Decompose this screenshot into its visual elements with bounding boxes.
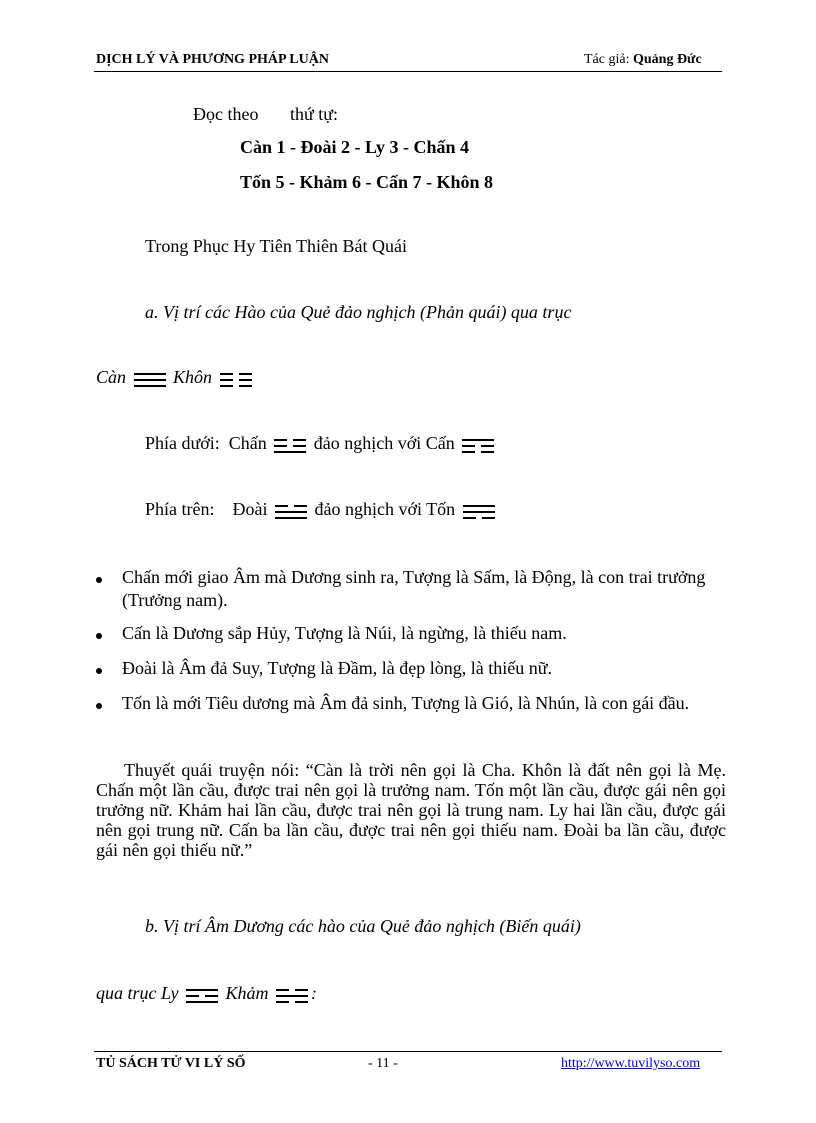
yin-line <box>220 385 233 387</box>
row-phia-duoi <box>145 433 497 454</box>
row2-label: Phía trên: <box>145 499 215 519</box>
yin-line <box>274 445 287 447</box>
yang-line <box>463 511 495 513</box>
section-a-heading: a. Vị trí các Hào của Quẻ đảo nghịch (Phản quái) qua trục <box>145 302 572 322</box>
yang-line <box>134 385 166 387</box>
yin-line <box>274 439 287 441</box>
running-header-title: DỊCH LÝ VÀ PHƯƠNG PHÁP LUẬN <box>96 52 329 67</box>
bullet-dot <box>96 577 102 583</box>
yang-line <box>275 511 307 513</box>
yang-line <box>186 989 218 991</box>
trigram-ly-icon <box>186 986 218 1004</box>
yin-line <box>276 1001 289 1003</box>
row1-chan: Chấn <box>228 433 267 453</box>
order-intro-a: Đọc theo <box>193 104 259 124</box>
trigram-ton-icon <box>463 502 495 520</box>
axis-can-label: Càn <box>96 367 127 387</box>
trigram-can-icon <box>134 370 166 388</box>
axis-ly-label: qua trục Ly <box>96 983 179 1003</box>
section-intro: Trong Phục Hy Tiên Thiên Bát Quái <box>145 236 408 256</box>
axis-line-a <box>96 367 255 388</box>
yin-line <box>482 517 495 519</box>
section-b-heading: b. Vị trí Âm Dương các hào của Quẻ đảo nghịch (Biến quái) <box>145 916 581 936</box>
yin-line <box>295 989 308 991</box>
bullet-2: Cấn là Dương sắp Hủy, Tượng là Núi, là ngừng, là thiếu nam. <box>122 623 567 643</box>
yin-line <box>275 505 288 507</box>
yin-line <box>481 451 494 453</box>
yang-line <box>275 517 307 519</box>
trigram-kham-icon <box>276 986 308 1004</box>
running-header-author <box>584 52 702 68</box>
row1-label: Phía dưới: <box>145 433 220 453</box>
footer-link[interactable]: http://www.tuvilyso.com <box>561 1056 701 1071</box>
yang-line <box>134 379 166 381</box>
footer-rule <box>94 1051 722 1052</box>
bullet-dot <box>96 668 102 674</box>
row-phia-tren <box>145 499 498 520</box>
yin-line <box>186 995 199 997</box>
yin-line <box>294 505 307 507</box>
trigram-doai-icon <box>275 502 307 520</box>
trigram-khon-icon <box>220 370 252 388</box>
yin-line <box>239 385 252 387</box>
order-line-1: Càn 1 - Đoài 2 - Ly 3 - Chấn 4 <box>240 137 470 157</box>
footer-series: TỦ SÁCH TỬ VI LÝ SỐ <box>96 1056 246 1071</box>
yang-line <box>463 505 495 507</box>
bullet-dot <box>96 703 102 709</box>
order-intro-b: thứ tự: <box>290 104 339 124</box>
yin-line <box>205 995 218 997</box>
bullet-1-line-1: Chấn mới giao Âm mà Dương sinh ra, Tượng là Sấm, là Động, là con trai trưởng <box>122 567 706 587</box>
yin-line <box>462 451 475 453</box>
yin-line <box>293 445 306 447</box>
row1-mid: đảo nghịch với Cấn <box>313 433 455 453</box>
row2-doai: Đoài <box>232 499 268 519</box>
author-name: Quảng Đức <box>632 52 702 67</box>
yang-line <box>186 1001 218 1003</box>
yin-line <box>462 445 475 447</box>
axis-khon-label: Khôn <box>173 367 213 387</box>
bullet-4: Tốn là mới Tiêu dương mà Âm đả sinh, Tượng là Gió, là Nhún, là con gái đầu. <box>122 693 690 713</box>
bullet-1-line-2: (Trưởng nam). <box>122 590 228 610</box>
footer-page-number: - 11 - <box>368 1056 398 1071</box>
quote-text: Thuyết quái truyện nói: “Càn là trời nên gọi là Cha. Khôn là đất nên gọi là Mẹ. Chấn một lần cầu, được trai nên gọi là trưởng nam. Tốn một lần cầu, được gái nên gọi trưởng nữ. Khảm hai lần cầu, được trai nên gọi là trung nam. Ly hai lần cầu, được gái nên gọi trung nữ. Cấn ba lần cầu, được trai nên gọi thiếu nam. Đoài ba lần cầu, được gái nên gọi thiếu nữ.” <box>96 760 726 860</box>
axis-b-colon: : <box>310 983 317 1003</box>
yin-line <box>293 439 306 441</box>
order-line-2: Tốn 5 - Khảm 6 - Cấn 7 - Khôn 8 <box>240 172 494 192</box>
trigram-can-mountain-icon <box>462 436 494 454</box>
axis-line-b <box>96 983 317 1004</box>
header-rule <box>94 71 722 72</box>
axis-kham-label: Khảm <box>225 983 269 1003</box>
yang-line <box>134 373 166 375</box>
yin-line <box>220 373 233 375</box>
yang-line <box>462 439 494 441</box>
yin-line <box>239 373 252 375</box>
bullet-dot <box>96 633 102 639</box>
row2-mid: đảo nghịch với Tốn <box>314 499 456 519</box>
bullet-3: Đoài là Âm đả Suy, Tượng là Đầm, là đẹp lòng, là thiếu nữ. <box>122 658 552 678</box>
yin-line <box>220 379 233 381</box>
trigram-chan-icon <box>274 436 306 454</box>
yin-line <box>481 445 494 447</box>
yin-line <box>463 517 476 519</box>
yang-line <box>276 995 308 997</box>
yin-line <box>239 379 252 381</box>
yin-line <box>295 1001 308 1003</box>
yang-line <box>274 451 306 453</box>
quote-paragraph <box>96 760 726 860</box>
author-label: Tác giả: <box>584 52 630 67</box>
yin-line <box>276 989 289 991</box>
